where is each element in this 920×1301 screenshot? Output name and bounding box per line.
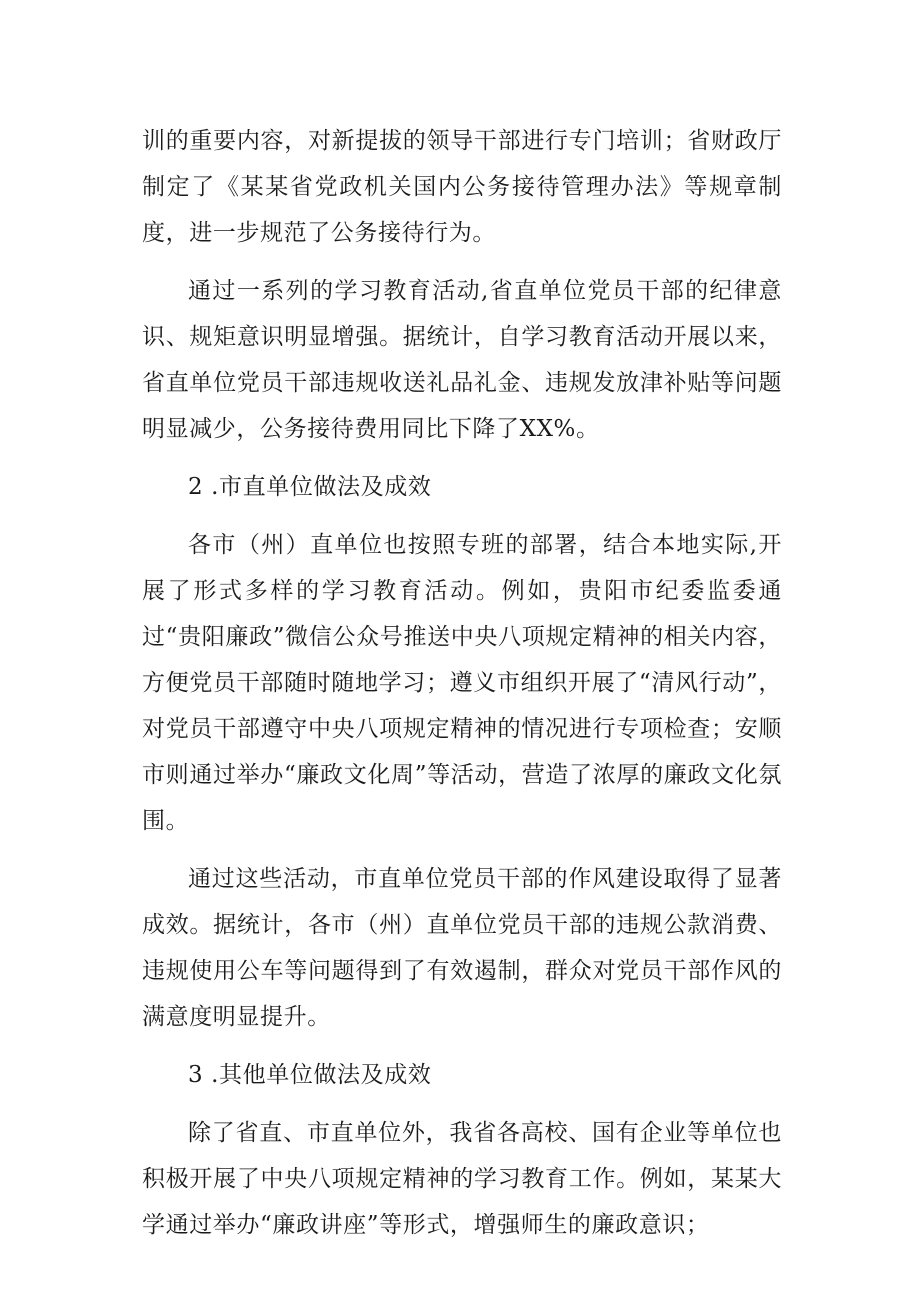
paragraph-municipal-practices: 各市（州）直单位也按照专班的部署，结合本地实际,开展了形式多样的学习教育活动。例如，贵阳市纪委监委通过“贵阳廉政”微信公众号推送中央八项规定精神的相关内容，方便党员干部随时随地学习；遵义市组织开展了“清风行动”，对党员干部遵守中央八项规定精神的情况进行专项检查；安顺市则通过举办“廉政文化周”等活动，营造了浓厚的廉政文化氛围。 bbox=[142, 532, 782, 834]
section-heading-municipal: 2 .市直单位做法及成效 bbox=[188, 474, 432, 500]
document-body bbox=[142, 118, 782, 1260]
section-heading-other-units: 3 .其他单位做法及成效 bbox=[188, 1062, 432, 1088]
paragraph-municipal-results: 通过这些活动，市直单位党员干部的作风建设取得了显著成效。据统计，各市（州）直单位党员干部的违规公款消费、违规使用公车等问题得到了有效遏制，群众对党员干部作风的满意度明显提升。 bbox=[142, 866, 782, 1030]
paragraph-other-units: 除了省直、市直单位外，我省各高校、国有企业等单位也积极开展了中央八项规定精神的学习教育工作。例如，某某大学通过举办“廉政讲座”等形式，增强师生的廉政意识； bbox=[142, 1120, 782, 1238]
paragraph-continuation: 训的重要内容，对新提拔的领导干部进行专门培训；省财政厅制定了《某某省党政机关国内公务接待管理办法》等规章制度，进一步规范了公务接待行为。 bbox=[142, 128, 782, 246]
paragraph-provincial-results: 通过一系列的学习教育活动,省直单位党员干部的纪律意识、规矩意识明显增强。据统计，自学习教育活动开展以来，省直单位党员干部违规收送礼品礼金、违规发放津补贴等问题明显减少，公务接待费用同比下降了XX%。 bbox=[142, 278, 782, 442]
